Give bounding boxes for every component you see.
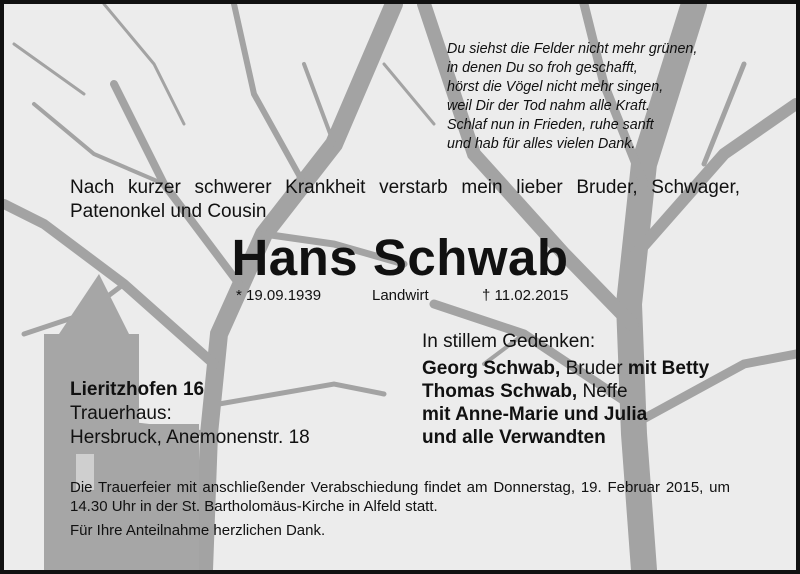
- poem-line: hörst die Vögel nicht mehr singen,: [447, 79, 664, 95]
- mourners-block: [422, 330, 709, 449]
- mourner-relation: Neffe: [577, 381, 628, 402]
- poem-line: in denen Du so froh geschafft,: [447, 60, 638, 76]
- mourner-line: [422, 357, 709, 380]
- poem-line: Du siehst die Felder nicht mehr grünen,: [447, 41, 698, 57]
- mourner-extra: mit Betty: [627, 358, 710, 379]
- mourner-name: Georg Schwab,: [422, 358, 561, 379]
- poem-line: Schlaf nun in Frieden, ruhe sanft: [447, 117, 654, 133]
- mourner-line: mit Anne-Marie und Julia: [422, 404, 648, 425]
- poem-line: und hab für alles vielen Dank.: [447, 136, 636, 152]
- ceremony-text: Die Trauerfeier mit anschließender Verabschiedung findet am Donnerstag, 19. Februar 2015, um 14.30 Uhr in der St. Bartholomäus-Kirche in Alfeld statt.: [70, 479, 730, 515]
- memorial-poem: [447, 40, 697, 154]
- death-date: † 11.02.2015: [482, 287, 569, 304]
- address-street: Hersbruck, Anemonenstr. 18: [70, 427, 310, 448]
- mourner-line: [422, 380, 709, 403]
- intro-text: Nach kurzer schwerer Krankheit verstarb mein lieber Bruder, Schwager, Patenonkel und Cousin: [70, 177, 740, 222]
- footer-block: [70, 478, 730, 540]
- mourner-relation: Bruder: [560, 358, 628, 379]
- thanks-text: Für Ihre Anteilnahme herzlichen Dank.: [70, 522, 326, 539]
- address-label: Trauerhaus:: [70, 403, 172, 424]
- address-place: Lieritzhofen 16: [70, 379, 205, 400]
- poem-line: weil Dir der Tod nahm alle Kraft.: [447, 98, 650, 114]
- mourner-name: Thomas Schwab,: [422, 381, 578, 402]
- deceased-name: Hans Schwab: [231, 229, 569, 286]
- mourner-line: und alle Verwandten: [422, 427, 606, 448]
- address-block: [70, 378, 310, 450]
- mourners-heading: In stillem Gedenken:: [422, 331, 596, 352]
- birth-date: * 19.09.1939: [236, 287, 322, 304]
- occupation: Landwirt: [372, 287, 429, 304]
